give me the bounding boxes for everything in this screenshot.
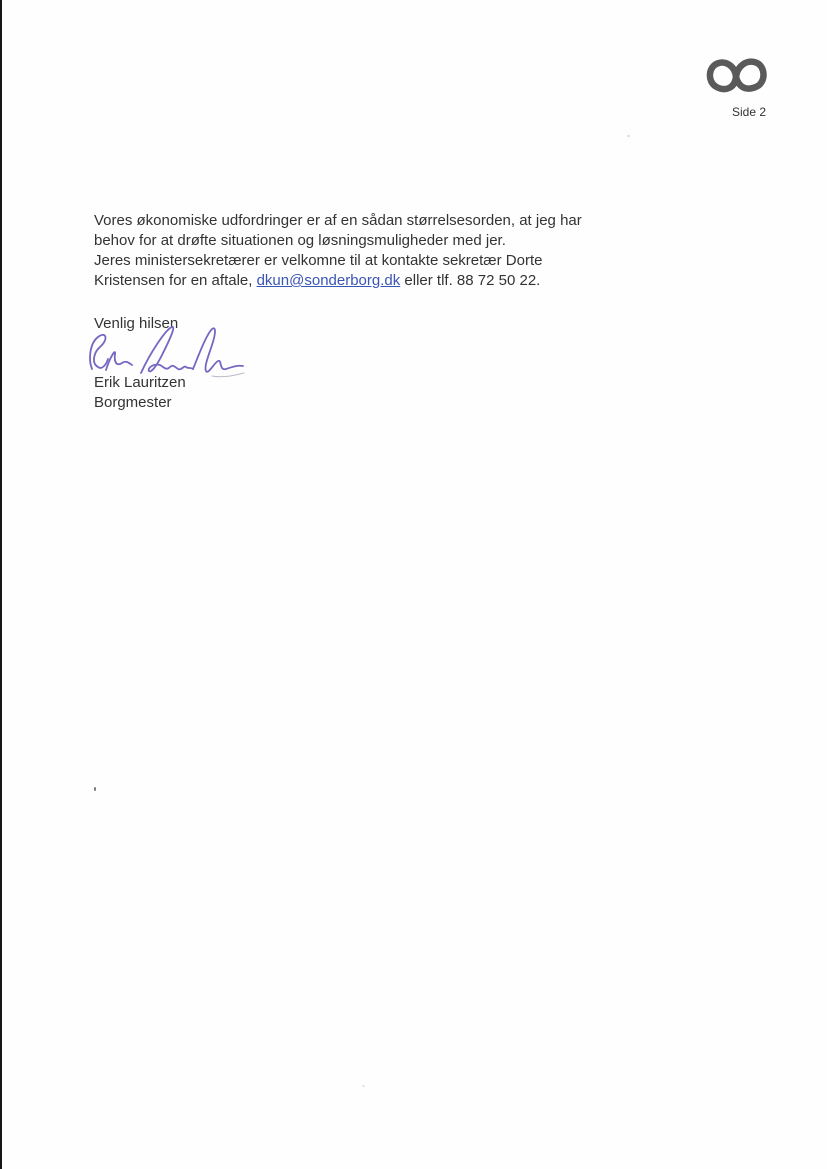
salutation: Venlig hilsen [94,315,179,332]
signer-title: Borgmester [94,394,172,411]
scan-speck [627,135,630,137]
scan-speck [94,787,96,791]
body-line: Vores økonomiske udfordringer er af en sådan størrelsesorden, at jeg har [94,212,582,229]
body-line: Jeres ministersekretærer er velkomne til at kontakte sekretær Dorte [94,252,543,269]
letter-body [94,211,582,291]
handwritten-signature [86,323,246,381]
signer-name: Erik Lauritzen [94,374,186,391]
body-line-suffix: eller tlf. 88 72 50 22. [400,272,541,289]
infinity-logo [698,48,774,107]
scan-speck [362,1085,365,1087]
email-link[interactable]: dkun@sonderborg.dk [256,272,401,289]
body-line: behov for at drøfte situationen og løsningsmuligheder med jer. [94,232,506,249]
body-line-prefix: Kristensen for en aftale, [94,272,257,289]
page-number: Side 2 [731,105,766,119]
body-line-with-link [94,271,574,291]
scan-edge-artifact [0,0,2,1169]
